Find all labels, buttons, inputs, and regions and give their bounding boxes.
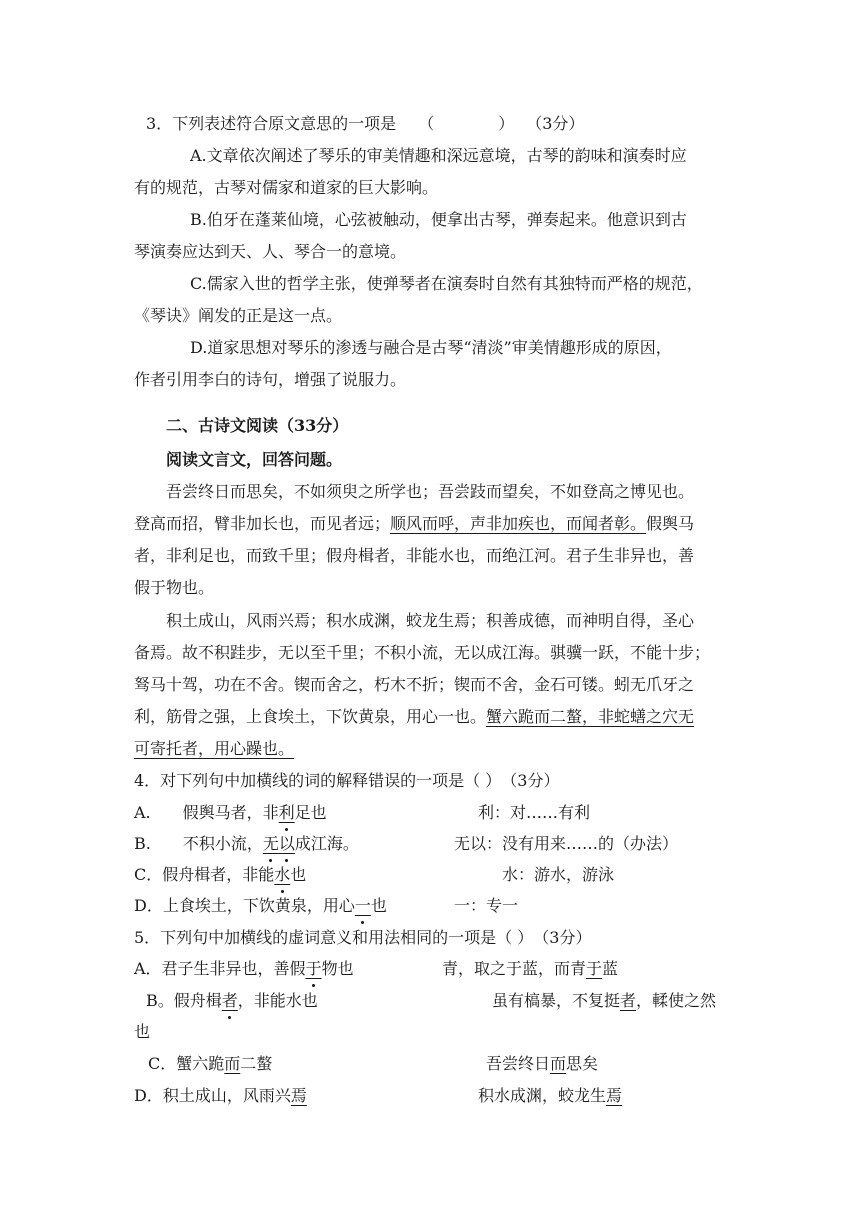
section-heading: 二、古诗文阅读（33分） bbox=[166, 416, 349, 435]
option-text: A. 假舆马者，非 bbox=[134, 803, 279, 822]
q3-score: （3分） bbox=[526, 114, 585, 133]
option-text: 足也 bbox=[294, 803, 327, 822]
q3-option-c-line2: 《琴诀》阐发的正是这一点。 bbox=[134, 306, 343, 325]
marked-word: 而 bbox=[550, 1054, 567, 1073]
q4-option-c-explanation: 水：游水，游泳 bbox=[502, 865, 615, 884]
q4-option-a-explanation: 利：对……有利 bbox=[478, 803, 591, 822]
passage-p1-line1: 吾尝终日而思矣，不如须臾之所学也；吾尝跂而望矣，不如登高之博见也。 bbox=[166, 482, 695, 501]
q3-option-d-line1: D.道家思想对琴乐的渗透与融合是古琴“清淡”审美情趣形成的原因， bbox=[190, 338, 672, 357]
option-text: 也 bbox=[290, 865, 307, 884]
option-text: B. 不积小流， bbox=[134, 834, 263, 853]
q3-option-a-line2: 有的规范，古琴对儒家和道家的巨大影响。 bbox=[134, 178, 439, 197]
q5-stem: 5．下列句中加横线的虚词意义和用法相同的一项是（ ） （3分） bbox=[134, 928, 592, 947]
marked-word: 以 bbox=[278, 834, 295, 853]
underlined-sentence: 可寄托者，用心躁也。 bbox=[134, 739, 295, 758]
passage-p2-line3: 驽马十驾，功在不舍。锲而舍之，朽木不折；锲而不舍，金石可镂。蚓无爪牙之 bbox=[134, 675, 695, 694]
q4-stem: 4．对下列句中加横线的词的解释错误的一项是（ ） （3分） bbox=[134, 771, 560, 790]
q4-option-a bbox=[134, 802, 327, 824]
passage-p2-line1: 积土成山，风雨兴焉；积水成渊，蛟龙生焉；积善成德，而神明自得，圣心 bbox=[166, 611, 695, 630]
q3-option-d-line2: 作者引用李白的诗句，增强了说服力。 bbox=[134, 370, 407, 389]
option-text: 吾尝终日 bbox=[486, 1054, 551, 1073]
option-text: 蓝 bbox=[602, 959, 619, 978]
q5-option-d bbox=[134, 1085, 307, 1107]
q3-option-b-line1: B.伯牙在蓬莱仙境，心弦被触动，便拿出古琴，弹奏起来。他意识到古 bbox=[190, 210, 687, 229]
q5-option-b bbox=[146, 990, 318, 1012]
marked-word: 利 bbox=[278, 803, 295, 822]
marked-word: 一 bbox=[354, 896, 371, 915]
option-text: 积水成渊，蛟龙生 bbox=[478, 1086, 607, 1105]
option-text: D．上食埃土，下饮黄泉，用心 bbox=[134, 896, 355, 915]
q4-option-d-explanation: 一：专一 bbox=[454, 896, 519, 915]
marked-word: 于 bbox=[305, 959, 322, 978]
passage-p2-line2: 备焉。故不积跬步，无以至千里；不积小流，无以成江海。骐骥一跃，不能十步； bbox=[134, 643, 711, 662]
q3-option-c-line1: C.儒家入世的哲学主张，使弹琴者在演奏时自然有其独特而严格的规范， bbox=[190, 274, 703, 293]
marked-word: 水 bbox=[274, 865, 291, 884]
q5-option-b-compare bbox=[492, 990, 716, 1012]
marked-word: 者 bbox=[620, 991, 637, 1010]
passage-p1-line4: 假于物也。 bbox=[134, 578, 215, 597]
marked-word: 于 bbox=[586, 959, 603, 978]
passage-p1-line2 bbox=[134, 513, 694, 535]
q5-option-a-compare bbox=[442, 958, 618, 980]
q5-option-a bbox=[134, 958, 354, 980]
passage-text: 登高而招，臂非加长也，而见者远； bbox=[134, 514, 391, 533]
q5-option-c bbox=[148, 1053, 272, 1075]
passage-p1-line3: 者，非利足也，而致千里；假舟楫者，非能水也，而绝江河。君子生非异也，善 bbox=[134, 546, 695, 565]
option-text: 也 bbox=[370, 896, 387, 915]
option-text: ，輮使之然 bbox=[636, 991, 717, 1010]
underlined-sentence: 蟹六跪而二螯，非蛇蟮之穴无 bbox=[486, 707, 695, 726]
marked-word: 者 bbox=[221, 991, 238, 1010]
passage-p2-line4 bbox=[134, 706, 694, 728]
underlined-sentence: 顺风而呼，声非加疾也，而闻者彰。 bbox=[390, 514, 647, 533]
q4-option-c bbox=[134, 864, 306, 886]
option-text: C．蟹六跪 bbox=[148, 1054, 225, 1073]
passage-text: 利，筋骨之强，上食埃土，下饮黄泉，用心一也。 bbox=[134, 707, 487, 726]
q4-option-b-explanation: 无以：没有用来……的（办法） bbox=[454, 834, 679, 853]
passage-text: 假舆马 bbox=[646, 514, 695, 533]
option-text: C．假舟楫者，非能 bbox=[134, 865, 275, 884]
option-text: 二螯 bbox=[240, 1054, 273, 1073]
q3-option-a-line1: A.文章依次阐述了琴乐的审美情趣和深远意境，古琴的韵味和演奏时应 bbox=[190, 146, 687, 165]
option-text: D．积土成山，风雨兴 bbox=[134, 1086, 291, 1105]
q4-option-d bbox=[134, 895, 387, 917]
marked-word: 焉 bbox=[606, 1086, 623, 1105]
option-text: ，非能水也 bbox=[237, 991, 318, 1010]
q3-answer-paren: （ ） bbox=[418, 114, 515, 133]
option-text: 虽有槁暴，不复挺 bbox=[492, 991, 621, 1010]
marked-word: 而 bbox=[224, 1054, 241, 1073]
option-text: 青，取之于蓝，而青 bbox=[442, 959, 587, 978]
option-text: 思矣 bbox=[566, 1054, 599, 1073]
q3-stem-line bbox=[146, 113, 584, 135]
q4-option-b bbox=[134, 833, 359, 855]
option-text: B。假舟楫 bbox=[146, 991, 222, 1010]
section-instruction: 阅读文言文，回答问题。 bbox=[166, 450, 343, 469]
q3-option-b-line2: 琴演奏应达到天、人、琴合一的意境。 bbox=[134, 242, 407, 261]
q5-option-b-tail: 也 bbox=[134, 1022, 151, 1041]
marked-word: 无 bbox=[262, 834, 279, 853]
q5-option-c-compare bbox=[486, 1053, 598, 1075]
q3-stem: 3．下列表述符合原文意思的一项是 bbox=[146, 114, 397, 133]
q5-option-d-compare bbox=[478, 1085, 622, 1107]
option-text: 物也 bbox=[321, 959, 354, 978]
marked-word: 焉 bbox=[290, 1086, 307, 1105]
passage-p2-line5 bbox=[134, 738, 294, 760]
option-text: A．君子生非异也，善假 bbox=[134, 959, 306, 978]
option-text: 成江海。 bbox=[294, 834, 359, 853]
